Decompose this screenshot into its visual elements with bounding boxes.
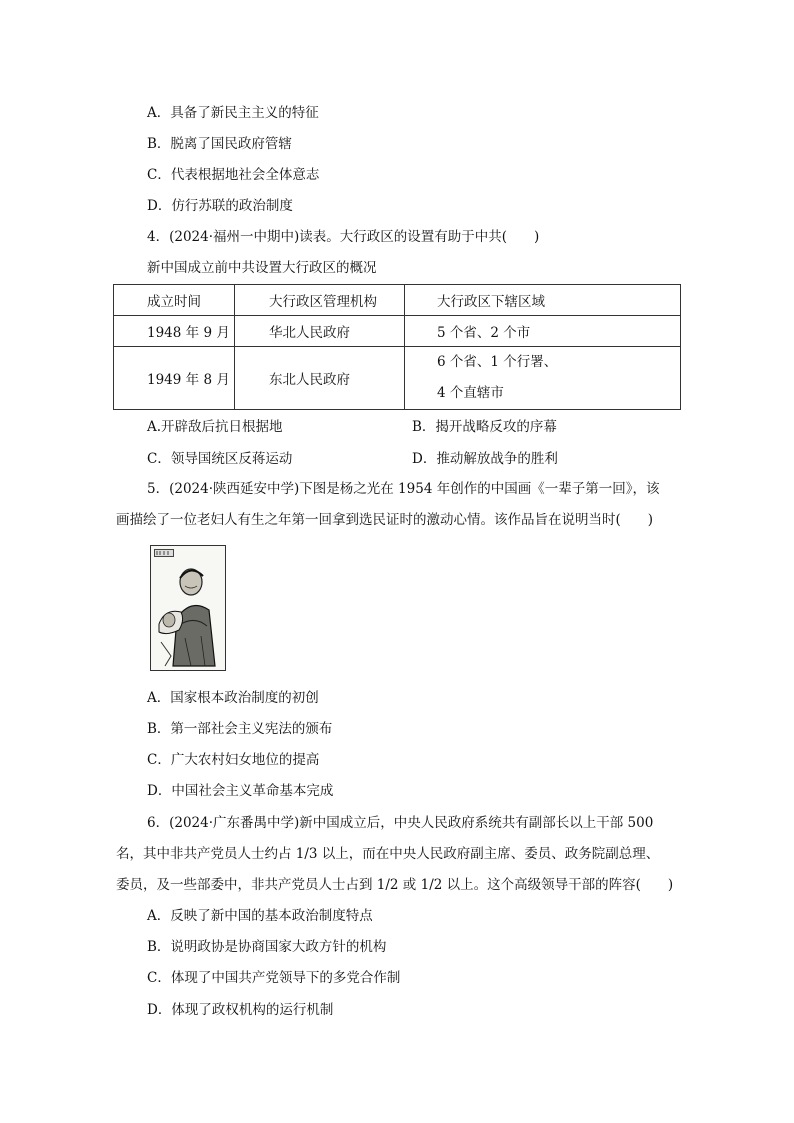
q3-option-a: A．具备了新民主主义的特征: [147, 105, 319, 121]
q4-table-title: 新中国成立前中共设置大行政区的概况: [147, 260, 377, 276]
table-cell-line: 4 个直辖市: [437, 385, 504, 401]
table-header: 大行政区下辖区域: [405, 285, 681, 316]
table-cell-line: 6 个省、1 个行署、: [437, 354, 558, 370]
q3-option-c: C．代表根据地社会全体意志: [147, 167, 320, 183]
table-cell: 东北人民政府: [235, 347, 405, 410]
q6-option-d: D．体现了政权机构的运行机制: [147, 1002, 334, 1018]
painting-illustration: [151, 546, 225, 670]
q5-stem-line1: 5．(2024·陕西延安中学)下图是杨之光在 1954 年创作的中国画《一辈子第一回》，该: [147, 481, 660, 497]
q3-option-d: D．仿行苏联的政治制度: [147, 198, 293, 214]
q4-option-d: D．推动解放战争的胜利: [412, 451, 558, 467]
q4-option-b: B．揭开战略反攻的序幕: [412, 419, 557, 435]
q6-stem-line3: 委员，及一些部委中，非共产党员人士占到 1/2 或 1/2 以上。这个高级领导干部的阵容( ): [116, 877, 674, 893]
q6-option-c: C．体现了中国共产党领导下的多党合作制: [147, 970, 401, 986]
q4-stem: 4．(2024·福州一中期中)读表。大行政区的设置有助于中共( ): [147, 229, 540, 245]
table-cell: [405, 347, 681, 410]
q4-option-c: C．领导国统区反蒋运动: [147, 451, 293, 467]
q6-option-b: B．说明政协是协商国家大政方针的机构: [147, 939, 387, 955]
table-cell: 华北人民政府: [235, 316, 405, 347]
table-header: 大行政区管理机构: [235, 285, 405, 316]
table-row: [114, 316, 681, 347]
q5-option-c: C．广大农村妇女地位的提高: [147, 752, 320, 768]
table-header-row: [114, 285, 681, 316]
q4-table: [113, 284, 681, 410]
q5-option-b: B．第一部社会主义宪法的颁布: [147, 721, 333, 737]
q5-stem-line2: 画描绘了一位老妇人有生之年第一回拿到选民证时的激动心情。该作品旨在说明当时( ): [116, 512, 654, 528]
q3-option-b: B．脱离了国民政府管辖: [147, 136, 292, 152]
painting-image: [150, 545, 226, 671]
table-row: [114, 347, 681, 410]
q4-option-a: A.开辟敌后抗日根据地: [147, 419, 283, 435]
table-cell: 5 个省、2 个市: [405, 316, 681, 347]
q5-option-d: D．中国社会主义革命基本完成: [147, 783, 334, 799]
table-cell: 1948 年 9 月: [114, 316, 235, 347]
table-header: 成立时间: [114, 285, 235, 316]
q6-stem-line2: 名，其中非共产党员人士约占 1/3 以上，而在中央人民政府副主席、委员、政务院副总理、: [116, 846, 660, 862]
q6-stem-line1: 6．(2024·广东番禺中学)新中国成立后，中央人民政府系统共有副部长以上干部 500: [147, 815, 654, 831]
q6-option-a: A．反映了新中国的基本政治制度特点: [147, 908, 373, 924]
q5-option-a: A．国家根本政治制度的初创: [147, 690, 319, 706]
table-cell: 1949 年 8 月: [114, 347, 235, 410]
